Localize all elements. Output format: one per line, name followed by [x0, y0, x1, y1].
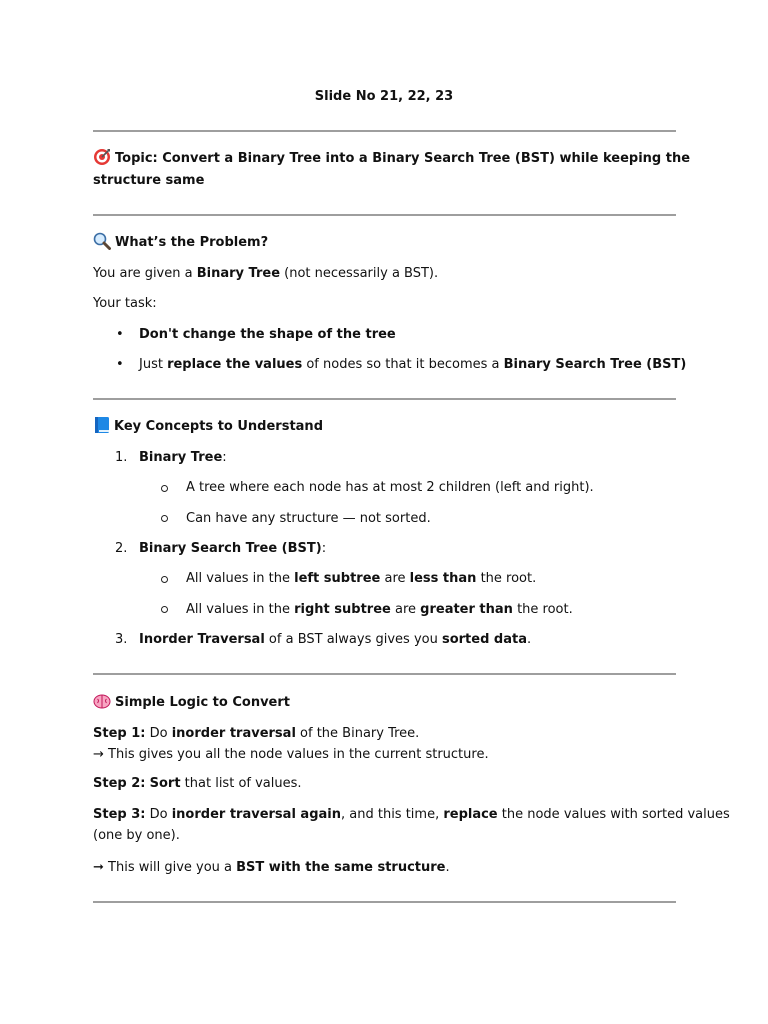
step-3: Step 3: Do inorder traversal again, and this time, replace the node values with sorted values [93, 807, 730, 822]
bullet-dot: • [116, 357, 124, 372]
concept-item-2-sub-2: All values in the right subtree are greater than the root. [186, 602, 573, 617]
problem-heading: What’s the Problem? [93, 232, 268, 253]
concept-item-1-sub-1: A tree where each node has at most 2 children (left and right). [186, 480, 594, 495]
problem-given: You are given a Binary Tree (not necessarily a BST). [93, 266, 439, 281]
list-number: 2. [115, 541, 128, 556]
page-title: Slide No 21, 22, 23 [314, 89, 454, 104]
list-number: 3. [115, 632, 128, 647]
brain-icon [93, 692, 111, 710]
bullet-dot: • [116, 327, 124, 342]
concept-item-1: Binary Tree: [139, 450, 227, 465]
list-number: 1. [115, 450, 128, 465]
divider [93, 214, 676, 216]
concepts-heading: Key Concepts to Understand [93, 416, 323, 437]
problem-bullet-2: Just replace the values of nodes so that it becomes a Binary Search Tree (BST) [139, 357, 687, 372]
magnifier-icon [93, 232, 111, 250]
step-3-cont: (one by one). [93, 828, 180, 843]
problem-bullet-1: Don't change the shape of the tree [139, 327, 396, 342]
blue-book-icon [93, 416, 111, 434]
divider [93, 901, 676, 903]
divider [93, 673, 676, 675]
sub-bullet-circle [161, 485, 168, 492]
step-1: Step 1: Do inorder traversal of the Binary Tree. [93, 726, 420, 741]
divider [93, 398, 676, 400]
problem-task-label: Your task: [93, 296, 157, 311]
sub-bullet-circle [161, 515, 168, 522]
target-icon [93, 148, 111, 166]
concept-item-1-sub-2: Can have any structure — not sorted. [186, 511, 431, 526]
concept-item-2-sub-1: All values in the left subtree are less than the root. [186, 571, 537, 586]
sub-bullet-circle [161, 576, 168, 583]
topic-heading: Topic: Convert a Binary Tree into a Binary Search Tree (BST) while keeping the [93, 148, 690, 169]
topic-heading-cont: structure same [93, 173, 205, 188]
sub-bullet-circle [161, 606, 168, 613]
result-line: ➞ This will give you a BST with the same structure. [93, 860, 450, 875]
concept-item-2: Binary Search Tree (BST): [139, 541, 327, 556]
concept-item-3: Inorder Traversal of a BST always gives you sorted data. [139, 632, 532, 647]
step-1-note: → This gives you all the node values in the current structure. [93, 747, 489, 762]
arrow-icon: ➞ [93, 860, 104, 875]
step-2: Step 2: Sort that list of values. [93, 776, 302, 791]
divider [93, 130, 676, 132]
logic-heading: Simple Logic to Convert [93, 692, 290, 713]
